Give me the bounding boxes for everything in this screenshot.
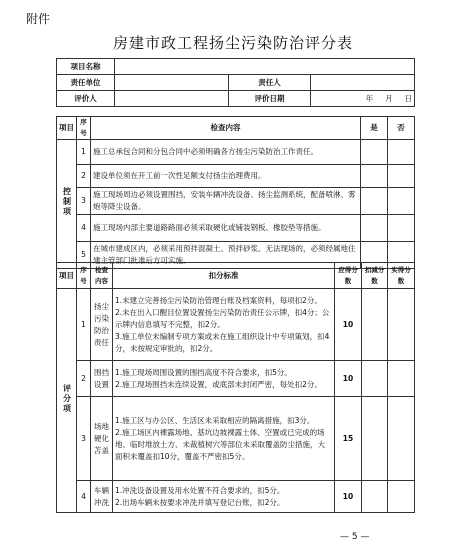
control-row-text: 在城市建成区内，必须采用预拌混凝土、预拌砂浆。无法现场的，必须经属地住建主管部门批准后方可实施。 — [91, 242, 361, 269]
scoring-row-standard: 1.未建立完善扬尘污染防治管理台账及档案资料，每项扣2分。 2.未在出入口醒目位置设置扬尘污染防治责任公示牌，扣4分；公示牌内信息填写不完整，扣2分。 3.施工单位未编制专项方案或未在施工组织设计中专项策划，扣4分，未按规定审批的，扣2分。 — [113, 289, 335, 361]
scoring-row-item: 围挡设置 — [91, 361, 113, 397]
control-col-no: 否 — [388, 117, 415, 140]
project-name-label: 项目名称 — [57, 59, 115, 75]
control-row-yes — [361, 215, 388, 242]
responsible-person-label: 责任人 — [229, 75, 311, 91]
control-row-text: 施工现场内部主要道路路面必须采取硬化或铺装钢板、橡胶垫等措施。 — [91, 215, 361, 242]
scoring-col-score: 应得分数 — [335, 263, 362, 289]
control-row-text: 施工总承包合同和分包合同中必须明确各方扬尘污染防治工作责任。 — [91, 140, 361, 165]
scoring-row-item: 车辆冲洗 — [91, 481, 113, 513]
scoring-col-actual: 实得分数 — [388, 263, 415, 289]
scoring-table — [56, 262, 415, 513]
scoring-row-no: 4 — [77, 481, 91, 513]
evaluator-value — [115, 91, 229, 107]
scoring-row-deduct — [362, 289, 388, 361]
control-row-no: 4 — [77, 215, 91, 242]
control-row-no-check — [388, 188, 415, 215]
control-row-no: 2 — [77, 165, 91, 188]
control-table — [56, 116, 415, 269]
control-row-yes — [361, 165, 388, 188]
control-category: 控制项 — [57, 140, 77, 269]
scoring-col-content: 检查内容 — [91, 263, 113, 289]
header-table — [56, 58, 415, 107]
control-row-yes — [361, 140, 388, 165]
control-row-text: 建设单位须在开工前一次性足额支付扬尘治理费用。 — [91, 165, 361, 188]
page-number: — 5 — — [340, 532, 370, 542]
scoring-row-no: 2 — [77, 361, 91, 397]
scoring-row-actual — [388, 397, 415, 481]
scoring-row-score: 15 — [335, 397, 362, 481]
scoring-row-item: 场地硬化苫盖 — [91, 397, 113, 481]
control-row-no: 5 — [77, 242, 91, 269]
scoring-col-seq: 序号 — [77, 263, 91, 289]
control-row-no: 1 — [77, 140, 91, 165]
day-label: 日 — [404, 93, 413, 103]
scoring-row-actual — [388, 361, 415, 397]
annex-label: 附件 — [26, 12, 51, 26]
scoring-row-item: 扬尘污染防治责任 — [91, 289, 113, 361]
month-label: 月 — [385, 93, 393, 103]
responsible-unit-value — [115, 75, 229, 91]
scoring-row-no: 3 — [77, 397, 91, 481]
scoring-col-deduct: 扣减分数 — [362, 263, 388, 289]
scoring-row-deduct — [362, 361, 388, 397]
project-name-value — [115, 59, 415, 75]
eval-date-label: 评价日期 — [229, 91, 311, 107]
scoring-row-deduct — [362, 397, 388, 481]
scoring-row-score: 10 — [335, 481, 362, 513]
responsible-unit-label: 责任单位 — [57, 75, 115, 91]
control-row-no-check — [388, 140, 415, 165]
scoring-row-standard: 1.施工区与办公区、生活区未采取相应的隔离措施，扣3分。 2.施工场区内裸露场地、基坑边坡裸露土体、空置或已完成的场地、临时堆放土方、未裁植树穴等部位未采取覆盖防尘措施，大面积未覆盖扣10分，覆盖不严密扣5分。 — [113, 397, 335, 481]
year-label: 年 — [365, 93, 374, 103]
responsible-person-value — [311, 75, 415, 91]
scoring-col-item: 项目 — [57, 263, 77, 289]
scoring-category: 评分项 — [57, 289, 77, 513]
scoring-row-standard: 1.施工现场周围设置的围挡高度不符合要求，扣5分。 2.施工现场围挡未连续设置，或底部未封闭严密，每处扣2分。 — [113, 361, 335, 397]
scoring-row-actual — [388, 481, 415, 513]
control-row-no: 3 — [77, 188, 91, 215]
control-col-seq: 序号 — [77, 117, 91, 140]
control-row-yes — [361, 188, 388, 215]
scoring-row-deduct — [362, 481, 388, 513]
control-row-no-check — [388, 165, 415, 188]
control-row-text: 施工现场周边必须设置围挡，安装车辆冲洗设备、扬尘监测系统，配备喷淋、雾炮等降尘设备。 — [91, 188, 361, 215]
scoring-col-standard: 扣分标准 — [113, 263, 335, 289]
scoring-row-score: 10 — [335, 361, 362, 397]
control-col-item: 项目 — [57, 117, 77, 140]
scoring-row-no: 1 — [77, 289, 91, 361]
eval-date-value — [311, 91, 415, 107]
scoring-row-score: 10 — [335, 289, 362, 361]
scoring-row-standard: 1.冲洗设备设置及用水处置不符合要求的，扣5分。 2.出场车辆未按要求冲洗并填写登记台账，扣2分。 — [113, 481, 335, 513]
control-col-content: 检查内容 — [91, 117, 361, 140]
scoring-row-actual — [388, 289, 415, 361]
control-row-no-check — [388, 215, 415, 242]
page-title: 房建市政工程扬尘污染防治评分表 — [112, 34, 353, 52]
control-col-yes: 是 — [361, 117, 388, 140]
evaluator-label: 评价人 — [57, 91, 115, 107]
